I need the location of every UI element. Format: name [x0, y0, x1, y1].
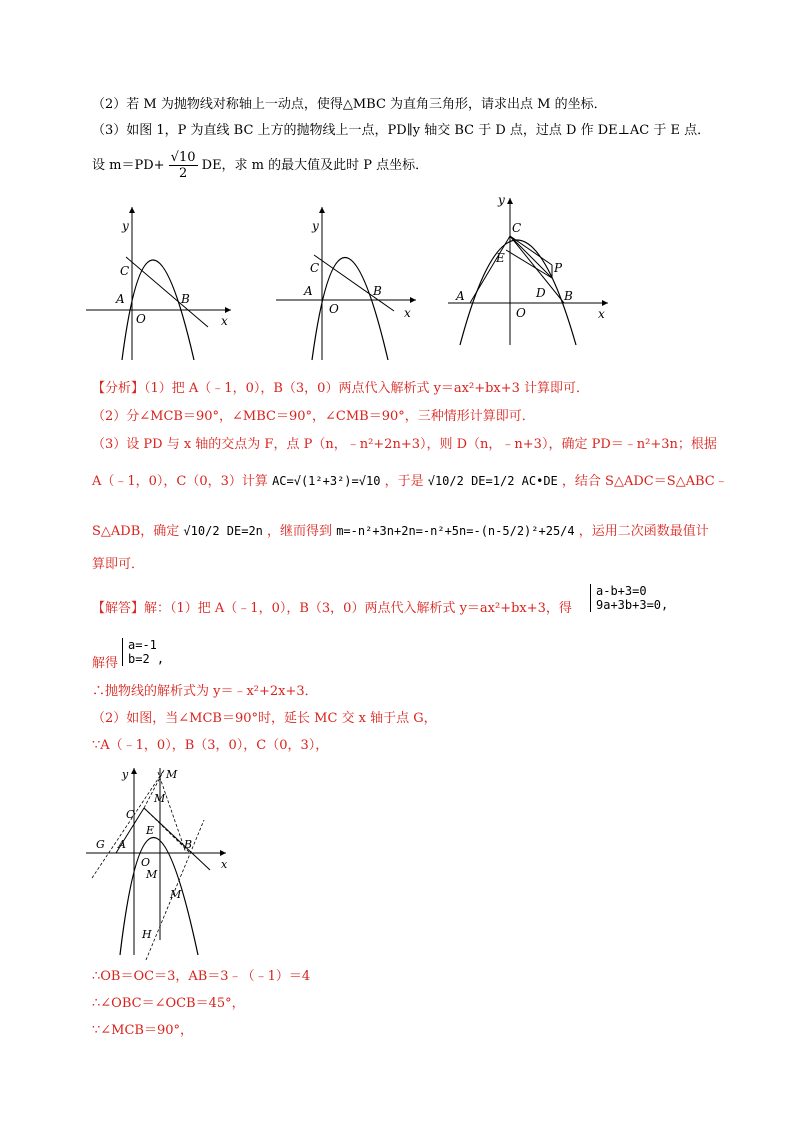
- q3-frac-num: √10: [170, 150, 196, 165]
- graph3-D: D: [536, 286, 546, 300]
- answer-system-2: [122, 638, 164, 666]
- analysis-line-2: （2）分∠MCB＝90°，∠MBC＝90°，∠CMB＝90°，三种情形计算即可．: [92, 409, 535, 424]
- question-3-line2: [92, 150, 428, 181]
- answer-line-4: （2）如图，当∠MCB＝90°时，延长 MC 交 x 轴于点 G，: [92, 711, 437, 726]
- graph1-y: y: [122, 219, 129, 233]
- graph1-O: O: [136, 312, 146, 326]
- answer-line-8: ∵∠MCB＝90°，: [92, 1023, 194, 1038]
- analysis-4-math: AC=√(1²+3²)=√10: [272, 474, 381, 488]
- graph3-x: x: [598, 307, 605, 321]
- graph-3-figure-1: [448, 190, 618, 350]
- answer-tag: 【解答】: [92, 601, 145, 616]
- graph2-B: B: [373, 284, 382, 298]
- system1-eq1: a-b+3=0: [596, 584, 647, 598]
- system1-eq2: 9a+3b+3=0,: [596, 598, 669, 612]
- graph4-B: B: [184, 838, 193, 851]
- graph2-y: y: [312, 219, 319, 233]
- graph3-A: A: [456, 289, 465, 303]
- graph4-A: A: [118, 838, 126, 851]
- q3-suffix: DE，求 m 的最大值及此时 P 点坐标．: [201, 158, 429, 173]
- graph3-O: O: [516, 306, 526, 320]
- answer-line-6: ∴OB＝OC＝3，AB＝3﹣（﹣1）＝4: [92, 969, 311, 984]
- analysis-5-math2: m=-n²+3n+2n=-n²+5n=-(n-5/2)²+25/4: [336, 524, 575, 538]
- graph3-B: B: [564, 289, 573, 303]
- graph3-P: P: [554, 261, 563, 275]
- analysis-4a: A（﹣1，0），C（0，3）计算: [92, 474, 268, 489]
- analysis-line-6: 算即可．: [92, 557, 145, 572]
- graph4-O: O: [141, 856, 151, 869]
- graph4-y: y: [122, 768, 129, 781]
- analysis-5-math: √10/2 DE=2n: [183, 524, 263, 538]
- graph4-x: x: [221, 858, 228, 871]
- graph4-M1: M: [166, 768, 178, 781]
- answer-system-1: [590, 584, 668, 612]
- graph-2: [276, 195, 426, 365]
- system2-eq2: b=2 ,: [128, 652, 165, 666]
- graph2-C: C: [310, 261, 320, 275]
- graph4-E: E: [146, 824, 155, 837]
- answer-line-5: ∵A（﹣1，0），B（3，0），C（0，3），: [92, 738, 329, 753]
- answer-line-7: ∴∠OBC＝∠OCB＝45°，: [92, 996, 245, 1011]
- analysis-line-5: [92, 522, 709, 541]
- graph3-E: E: [496, 251, 505, 265]
- graph4-M3: M: [146, 868, 158, 881]
- q3-fraction: [169, 150, 198, 181]
- graph2-A: A: [304, 284, 313, 298]
- analysis-4c: ，结合 S△ADC＝S△ABC﹣: [561, 474, 728, 489]
- answer-text-1: 解：（1）把 A（﹣1，0），B（3，0）两点代入解析式 y＝ax²+bx+3，得: [144, 601, 572, 616]
- analysis-5b: ，继而得到: [267, 524, 333, 539]
- analysis-line-4: [92, 472, 728, 491]
- graph4-C: C: [126, 808, 135, 821]
- graph-4-solution: [86, 760, 246, 960]
- graph2-x: x: [404, 306, 411, 320]
- answer-line-2: 解得: [92, 656, 119, 671]
- analysis-5c: ，运用二次函数最值计: [578, 524, 709, 539]
- system2-eq1: a=-1: [128, 638, 157, 652]
- graph4-M2: M: [154, 792, 166, 805]
- graph3-y: y: [498, 193, 505, 207]
- analysis-4b: ，于是: [384, 474, 424, 489]
- analysis-line-1: [92, 380, 589, 398]
- q3-prefix: 设 m＝PD+: [92, 158, 165, 173]
- graph4-G: G: [96, 838, 105, 851]
- graph1-C: C: [120, 264, 130, 278]
- graph4-M4: M: [170, 888, 182, 901]
- graph1-B: B: [181, 292, 190, 306]
- question-2: （2）若 M 为抛物线对称轴上一动点，使得△MBC 为直角三角形，请求出点 M 的坐标．: [92, 97, 607, 112]
- graph3-C: C: [512, 221, 522, 235]
- analysis-text-1: （1）把 A（﹣1，0），B（3，0）两点代入解析式 y＝ax²+bx+3 计算即可．: [144, 381, 590, 396]
- answer-line-1: [92, 600, 572, 618]
- graph1-A: A: [116, 292, 125, 306]
- answer-line-3: ∴抛物线的解析式为 y＝﹣x²+2x+3．: [92, 684, 318, 699]
- q3-frac-den: 2: [178, 166, 188, 181]
- analysis-5a: S△ADB，确定: [92, 524, 180, 539]
- graph4-H: H: [142, 928, 152, 941]
- graph2-O: O: [329, 302, 339, 316]
- analysis-4-math2: √10/2 DE=1/2 AC•DE: [427, 474, 558, 488]
- question-3-line1: （3）如图 1，P 为直线 BC 上方的抛物线上一点，PD∥y 轴交 BC 于 D 点，过点 D 作 DE⊥AC 于 E 点．: [92, 123, 711, 138]
- analysis-line-3: （3）设 PD 与 x 轴的交点为 F，点 P（n，﹣n²+2n+3），则 D（n，﹣n+3），确定 PD＝﹣n²+3n；根据: [92, 437, 717, 452]
- graph1-x: x: [221, 314, 228, 328]
- analysis-tag: 【分析】: [92, 381, 145, 396]
- graph-1: [86, 195, 236, 365]
